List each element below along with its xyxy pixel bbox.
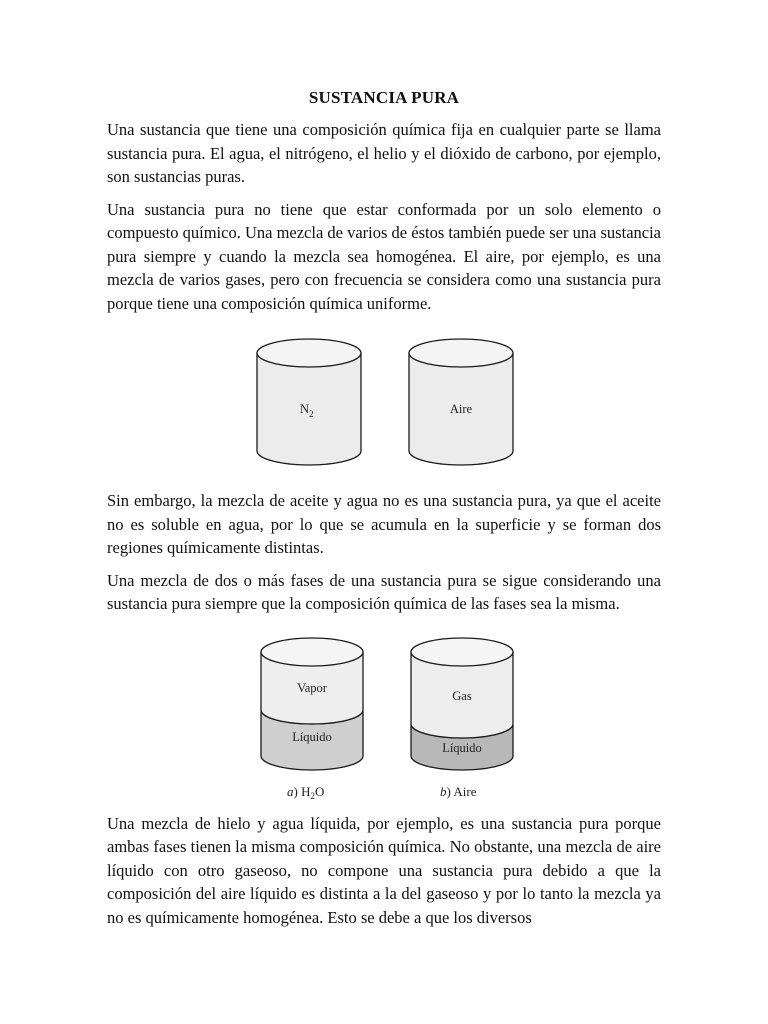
cylinder-h2o [261, 638, 363, 770]
cylinder-aire-label: Aire [449, 402, 473, 416]
cylinder-n2 [257, 339, 361, 465]
cylinder-n2-label: $N_2$ [300, 402, 314, 419]
figure-phases [107, 630, 661, 806]
paragraph-5: Una mezcla de hielo y agua líquida, por ejemplo, es una sustancia pura porque ambas fases tienen la misma composición química. No obstante, una mezcla de aire líquido con otro gaseoso, no compone una sustancia pura debido a que la composición del aire líquido es distinta a la del gaseoso y por lo tanto la mezcla ya no es químicamente homogénea. Esto se debe a que los diversos [107, 813, 661, 927]
liquido-right-label: Líquido [442, 740, 482, 755]
vapor-label: Vapor [297, 680, 327, 695]
figure-pure-substances [107, 331, 661, 481]
cylinder-aire [409, 339, 513, 465]
document-page [107, 88, 661, 938]
paragraph-2: Una sustancia pura no tiene que estar conformada por un solo elemento o compuesto químico. Una mezcla de varios de éstos también puede ser una sustancia pura siempre y cuando la mezcla sea homogénea. El aire, por ejemplo, es una mezcla de varios gases, pero con frecuencia se considera como una sustancia pura porque tiene una composición química uniforme. [107, 199, 661, 313]
caption-b: b) Aire [440, 783, 477, 799]
cylinders-phases-illustration [107, 630, 661, 806]
page-title: SUSTANCIA PURA [308, 88, 460, 107]
liquido-left-label: Líquido [292, 729, 332, 744]
paragraph-3: Sin embargo, la mezcla de aceite y agua no es una sustancia pura, ya que el aceite no es soluble en agua, por lo que se acumula en la superficie y se forman dos regiones químicamente distintas. [107, 491, 661, 557]
gas-label: Gas [452, 688, 472, 703]
caption-a: a) $H_2O$ [287, 783, 325, 801]
cylinder-aire-phases [411, 638, 513, 770]
cylinders-n2-aire-illustration [107, 331, 661, 481]
paragraph-1: Una sustancia que tiene una composición química fija en cualquier parte se llama sustancia pura. El agua, el nitrógeno, el helio y el dióxido de carbono, por ejemplo, son sustancias puras. [107, 120, 661, 186]
paragraph-4: Una mezcla de dos o más fases de una sustancia pura se sigue considerando una sustancia pura siempre que la composición química de las fases sea la misma. [107, 570, 661, 613]
